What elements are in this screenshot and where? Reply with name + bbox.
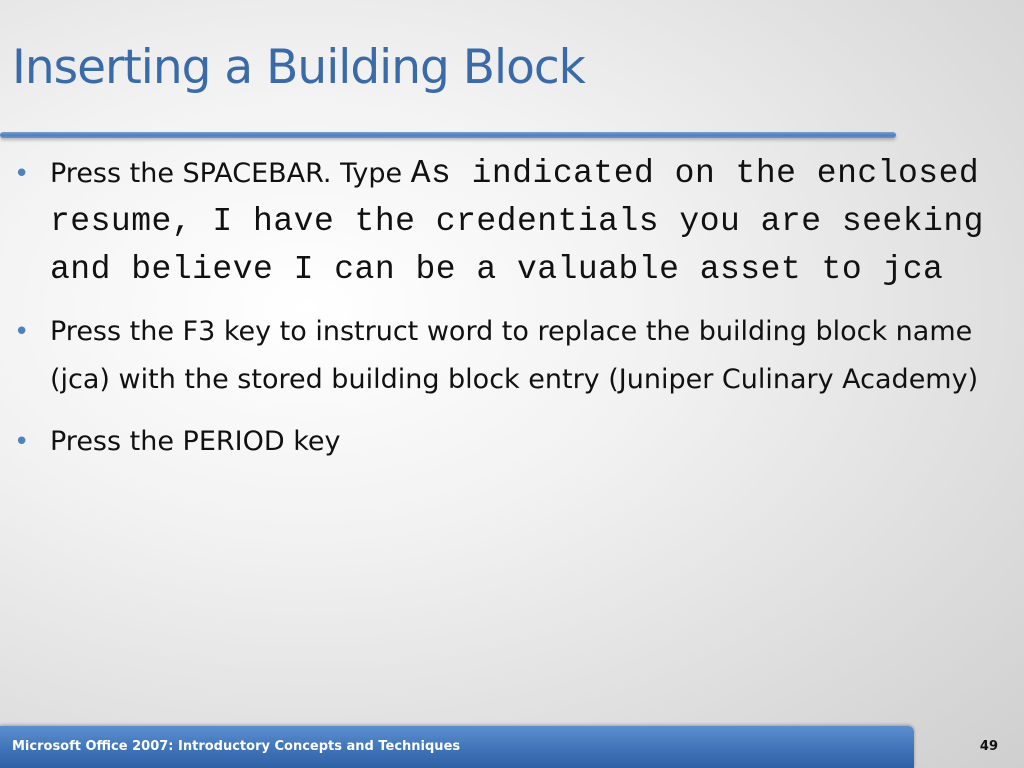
- bullet-text: Press the PERIOD key: [50, 426, 341, 457]
- bullet-item-spacebar: [12, 150, 992, 294]
- bullet-icon: •: [14, 427, 30, 457]
- page-number: 49: [979, 739, 998, 754]
- bullet-text: Press the SPACEBAR. Type: [50, 158, 411, 189]
- bullet-icon: •: [14, 317, 30, 347]
- bullet-item-f3: [12, 308, 992, 404]
- bullet-item-period: [12, 418, 992, 466]
- bullet-text: Press the F3 key to instruct word to replace the building block name (jca) with the stored building block entry (Juniper Culinary Academy): [50, 316, 979, 395]
- typed-text: As indicated on the enclosed resume, I have the credentials you are seeking and believe I can be a valuable asset to jca: [50, 155, 984, 288]
- footer-text: Microsoft Office 2007: Introductory Concepts and Techniques: [12, 739, 461, 754]
- slide-title: Inserting a Building Block: [12, 40, 585, 95]
- bullet-list: [12, 150, 992, 480]
- bullet-icon: •: [14, 159, 30, 189]
- title-underline: [0, 132, 896, 138]
